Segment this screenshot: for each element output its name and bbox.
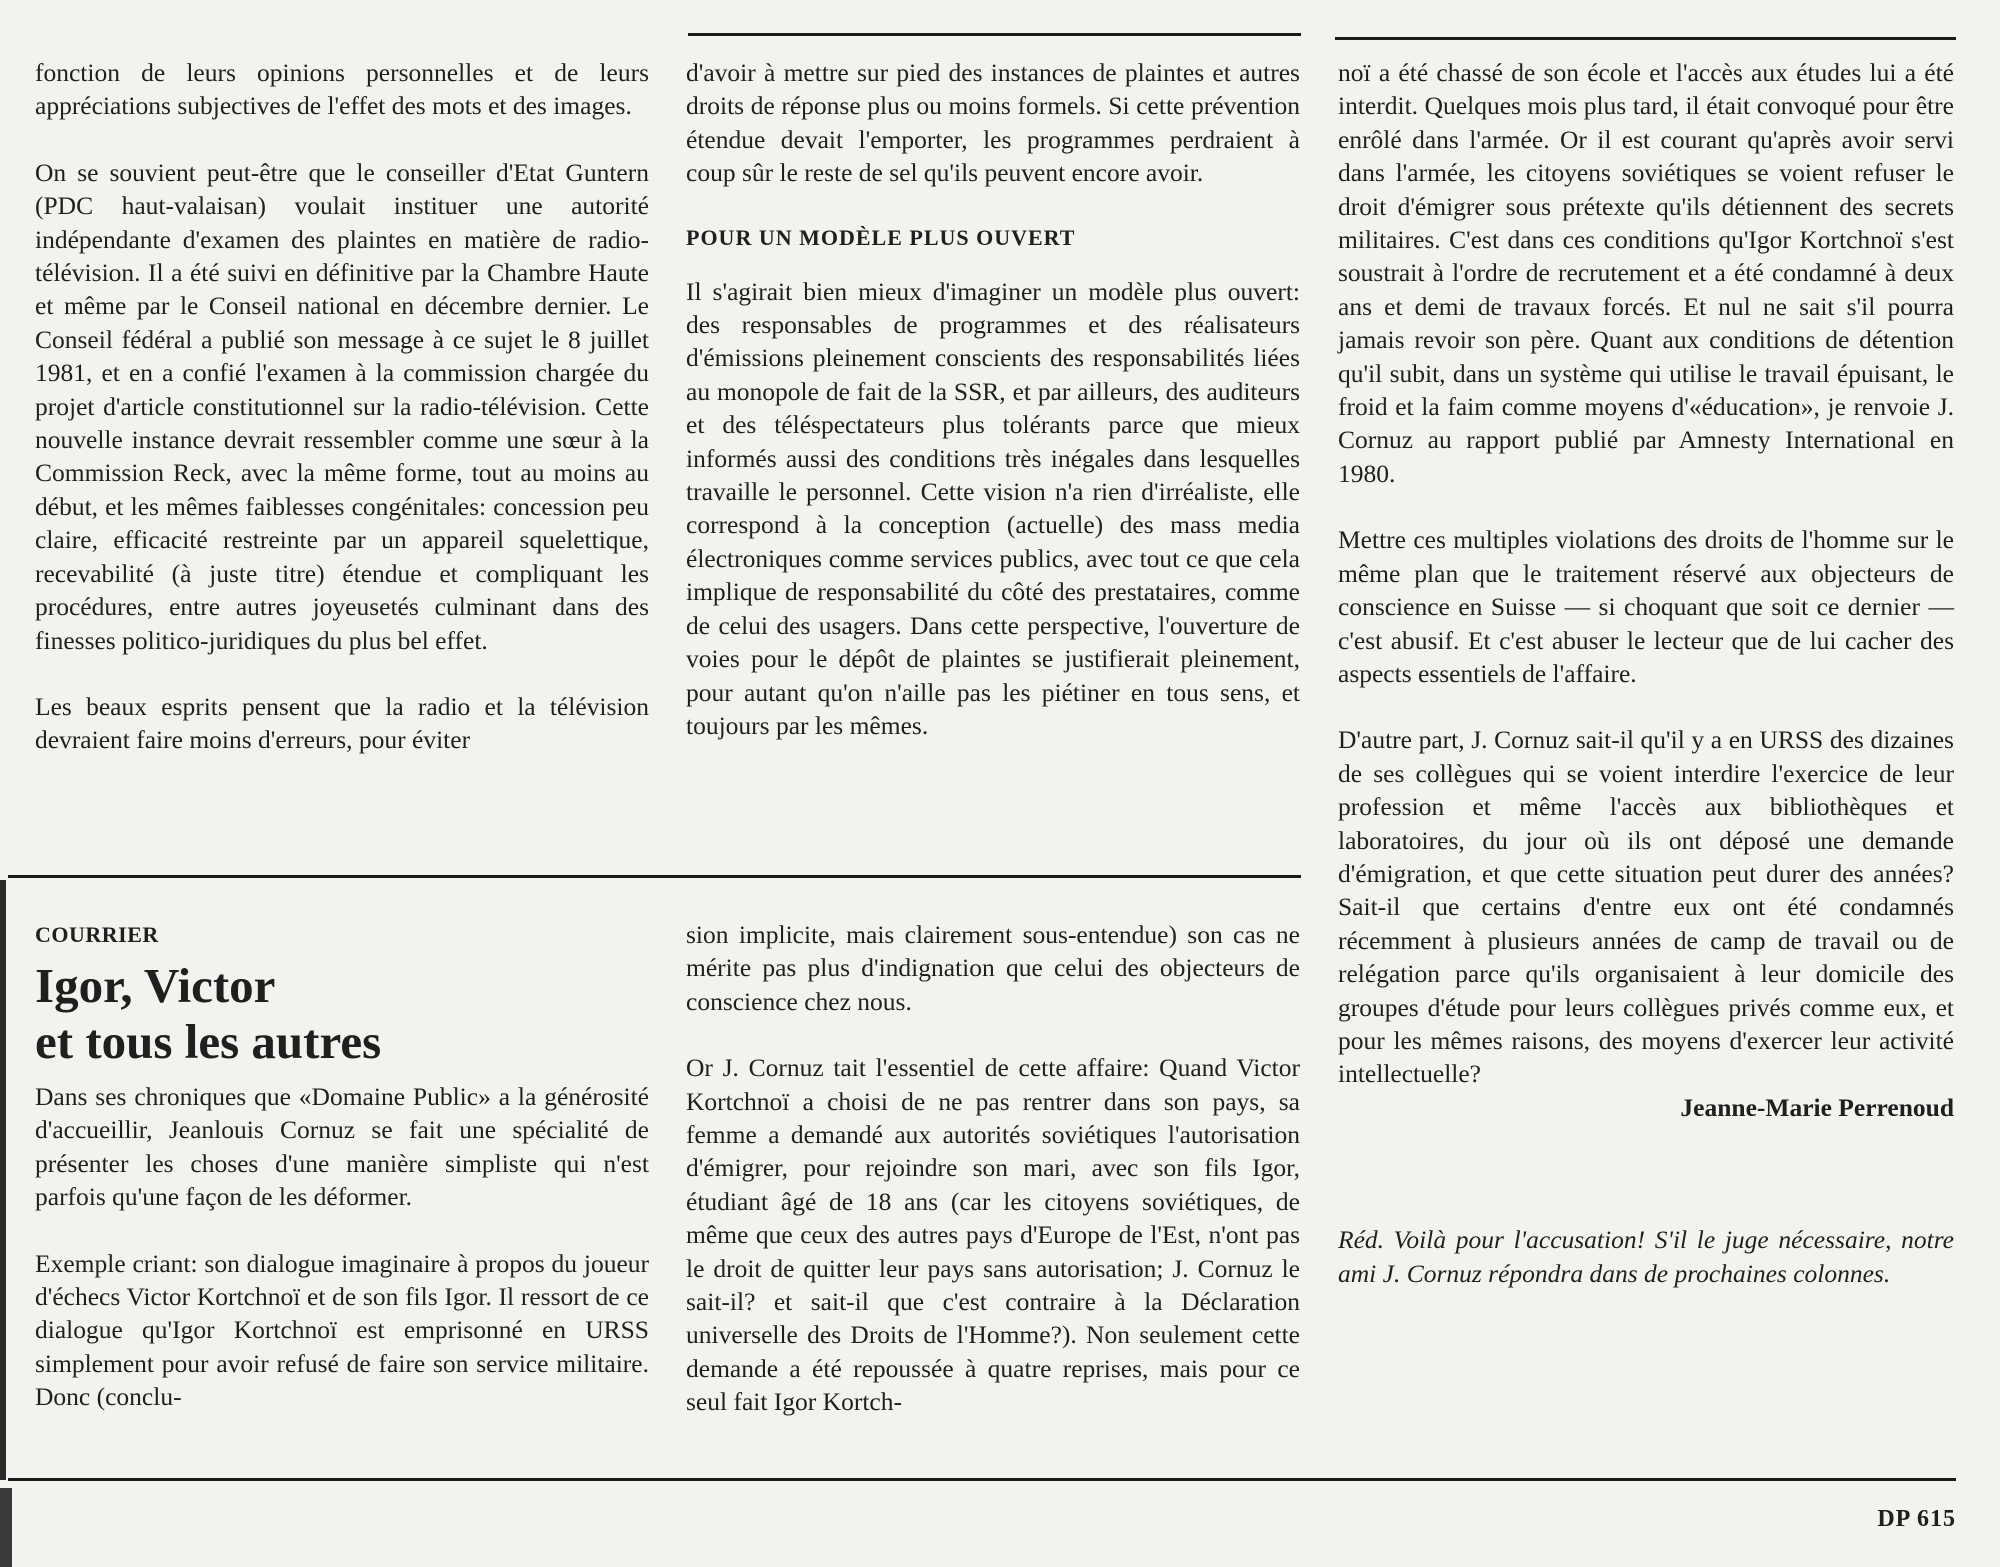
top-rule-middle: [688, 33, 1301, 36]
paragraph: On se souvient peut-être que le conseiller d'Etat Guntern (PDC haut-valaisan) voulait instituer une autorité indépendante d'examen des plaintes en matière de radio-télévision. Il a été suivi en définitive par la Chambre Haute et même par le Conseil national en décembre dernier. Le Conseil fédéral a publié son message à ce sujet le 8 juillet 1981, et en a confié l'examen à la commission chargée du projet d'article constitutionnel sur la radio-télévision. Cette nouvelle instance devrait ressembler comme une sœur à la Commission Reck, avec la même forme, tout au moins au début, et les mêmes faiblesses congénitales: concession peu claire, efficacité restreinte par un appareil squelettique, recevabilité (à juste titre) étendue et compliquant les procédures, entre autres joyeusetés culminant dans des finesses politico-juridiques du plus bel effet.: [35, 157, 649, 655]
paragraph: Les beaux esprits pensent que la radio et la télévision devraient faire moins d'erreurs, pour éviter: [35, 691, 649, 755]
paragraph: d'avoir à mettre sur pied des instances de plaintes et autres droits de réponse plus ou moins formels. Si cette prévention étendue devait l'emporter, les programmes perdraient à coup sûr le reste de sel qu'ils peuvent encore avoir.: [686, 58, 1300, 188]
margin-mark: [0, 1488, 12, 1567]
paragraph: sion implicite, mais clairement sous-entendue) son cas ne mérite pas plus d'indignation que celui des objecteurs de conscience chez nous.: [686, 920, 1300, 1016]
column-1-top: [35, 56, 649, 757]
section-divider-rule: [8, 875, 1301, 878]
headline-line: et tous les autres: [35, 1014, 382, 1069]
paragraph: fonction de leurs opinions personnelles et de leurs appréciations subjectives de l'effet des mots et des images.: [35, 58, 649, 121]
top-rule-right: [1335, 37, 1956, 40]
headline-line: Igor, Victor: [35, 958, 276, 1013]
article-headline: [35, 958, 649, 1070]
column-3: [1338, 56, 1954, 1290]
section-subheading: POUR UN MODÈLE PLUS OUVERT: [686, 224, 1076, 250]
bottom-rule: [8, 1478, 1956, 1481]
column-2-top: [686, 56, 1300, 742]
paragraph: D'autre part, J. Cornuz sait-il qu'il y a en URSS des dizaines de ses collègues qui se voient interdire l'exercice de leur profession et même l'accès aux bibliothèques et laboratoires, du jour où ils ont déposé une demande d'émigration, et que cette situation peut durer des années? Sait-il que certains d'entre eux ont été condamnés récemment à plusieurs années de camp de travail ou de relégation parce qu'ils organisaient à leur domicile des groupes d'étude pour leurs collègues privés comme eux, et pour les mêmes raisons, des moyens d'exercer leur activité intellectuelle?: [1338, 725, 1954, 1089]
paragraph: Mettre ces multiples violations des droits de l'homme sur le même plan que le traitement réservé aux objecteurs de conscience en Suisse — si choquant que soit ce dernier — c'est abusif. Et c'est abuser le lecteur que de lui cacher des aspects essentiels de l'affaire.: [1338, 525, 1954, 688]
margin-mark: [0, 880, 6, 1480]
editor-note: Réd. Voilà pour l'accusation! S'il le juge nécessaire, notre ami J. Cornuz répondra dans de prochaines colonnes.: [1338, 1225, 1954, 1288]
paragraph: Or J. Cornuz tait l'essentiel de cette affaire: Quand Victor Kortchnoï a choisi de ne pas rentrer dans son pays, sa femme a demandé aux autorités soviétiques l'autorisation d'émigrer, pour rejoindre son mari, avec son fils Igor, étudiant âgé de 18 ans (car les citoyens soviétiques, de même que ceux des autres pays d'Europe de l'Est, n'ont pas le droit de quitter leur pays sans autorisation; J. Cornuz le sait-il? et sait-il que c'est contraire à la Déclaration universelle des Droits de l'Homme?). Non seulement cette demande a été repoussée à quatre reprises, mais pour ce seul fait Igor Kortch-: [686, 1053, 1300, 1417]
paragraph: Exemple criant: son dialogue imaginaire à propos du joueur d'échecs Victor Kortchnoï et de son fils Igor. Il ressort de ce dialogue qu'Igor Kortchnoï est emprisonné en URSS simplement pour avoir refusé de faire son service militaire. Donc (conclu-: [35, 1248, 649, 1412]
signature: Jeanne-Marie Perrenoud: [1680, 1092, 1954, 1122]
page-number: DP 615: [1877, 1506, 1956, 1532]
column-2-bottom: [686, 918, 1300, 1419]
paragraph: noï a été chassé de son école et l'accès aux études lui a été interdit. Quelques mois plus tard, il était convoqué pour être enrôlé dans l'armée. Or il est courant qu'après avoir servi dans l'armée, les citoyens soviétiques se voient refuser le droit d'émigrer sous prétexte qu'ils détiennent des secrets militaires. C'est dans ces conditions qu'Igor Kortchnoï s'est soustrait à l'ordre de recrutement et a été condamné à deux ans et demi de travaux forcés. Et nul ne sait s'il pourra jamais revoir son père. Quant aux conditions de détention qu'il subit, dans un système qui utilise le travail épuisant, le froid et la faim comme moyens d'«éducation», je renvoie J. Cornuz au rapport publié par Amnesty International en 1980.: [1338, 58, 1954, 488]
section-kicker: COURRIER: [35, 922, 159, 947]
courrier-article: [35, 920, 649, 1414]
paragraph: Dans ses chroniques que «Domaine Public» a la générosité d'accueillir, Jeanlouis Cornuz se fait une spécialité de présenter les choses d'une manière simpliste qui n'est parfois qu'une façon de les déformer.: [35, 1082, 649, 1212]
paragraph: Il s'agirait bien mieux d'imaginer un modèle plus ouvert: des responsables de programmes et des réalisateurs d'émissions pleinement conscients des responsabilités liées au monopole de fait de la SSR, et par ailleurs, des auditeurs et des téléspectateurs plus tolérants parce que mieux informés aussi des conditions très inégales dans lesquelles travaille le personnel. Cette vision n'a rien d'irréaliste, elle correspond à la conception (actuelle) des mass media électroniques comme services publics, avec tout ce que cela implique de responsabilité du côté des prestataires, comme de celui des usagers. Dans cette perspective, l'ouverture de voies pour le dépôt de plaintes se justifierait pleinement, pour autant qu'on n'aille pas les piétiner en tous sens, et toujours par les mêmes.: [686, 276, 1300, 740]
